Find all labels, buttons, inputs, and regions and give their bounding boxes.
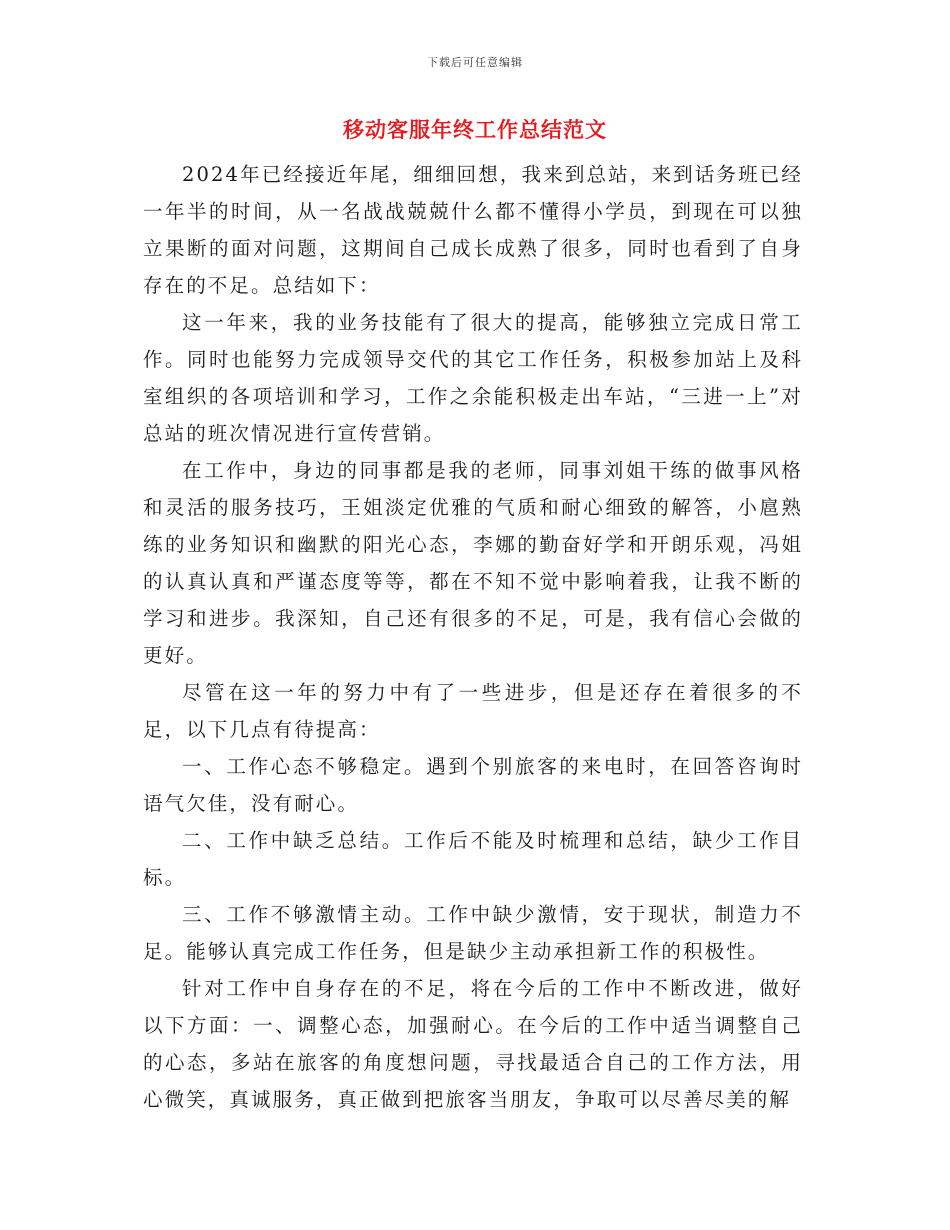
paragraph-intro: 2024年已经接近年尾，细细回想，我来到总站，来到话务班已经一年半的时间，从一名战战兢兢什么都不懂得小学员，到现在可以独立果断的面对问题，这期间自己成长成熟了很多，同时也看到了自身存在的不足。总结如下：	[143, 163, 803, 297]
document-body	[143, 156, 803, 1118]
header-note: 下载后可任意编辑	[427, 56, 523, 69]
paragraph-skills: 这一年来，我的业务技能有了很大的提高，能够独立完成日常工作。同时也能努力完成领导交代的其它工作任务，积极参加站上及科室组织的各项培训和学习，工作之余能积极走出车站，“三进一上”对总站的班次情况进行宣传营销。	[143, 311, 803, 445]
paragraph-point-3: 三、工作不够激情主动。工作中缺少激情，安于现状，制造力不足。能够认真完成工作任务，但是缺少主动承担新工作的积极性。	[143, 903, 803, 963]
paragraph-colleagues: 在工作中，身边的同事都是我的老师，同事刘姐干练的做事风格和灵活的服务技巧，王姐淡定优雅的气质和耐心细致的解答，小扈熟练的业务知识和幽默的阳光心态，李娜的勤奋好学和开朗乐观，冯姐的认真认真和严谨态度等等，都在不知不觉中影响着我，让我不断的学习和进步。我深知，自己还有很多的不足，可是，我有信心会做的更好。	[143, 459, 803, 667]
paragraph-improvements: 针对工作中自身存在的不足，将在今后的工作中不断改进，做好以下方面：一、调整心态，加强耐心。在今后的工作中适当调整自己的心态，多站在旅客的角度想问题，寻找最适合自己的工作方法，用心微笑，真诚服务，真正做到把旅客当朋友，争取可以尽善尽美的解	[143, 977, 803, 1111]
paragraph-shortcomings-intro: 尽管在这一年的努力中有了一些进步，但是还存在着很多的不足，以下几点有待提高：	[143, 681, 803, 741]
document-title: 移动客服年终工作总结范文	[343, 117, 607, 142]
paragraph-point-2: 二、工作中缺乏总结。工作后不能及时梳理和总结，缺少工作目标。	[143, 829, 803, 889]
paragraph-point-1: 一、工作心态不够稳定。遇到个别旅客的来电时，在回答咨询时语气欠佳，没有耐心。	[143, 755, 803, 815]
